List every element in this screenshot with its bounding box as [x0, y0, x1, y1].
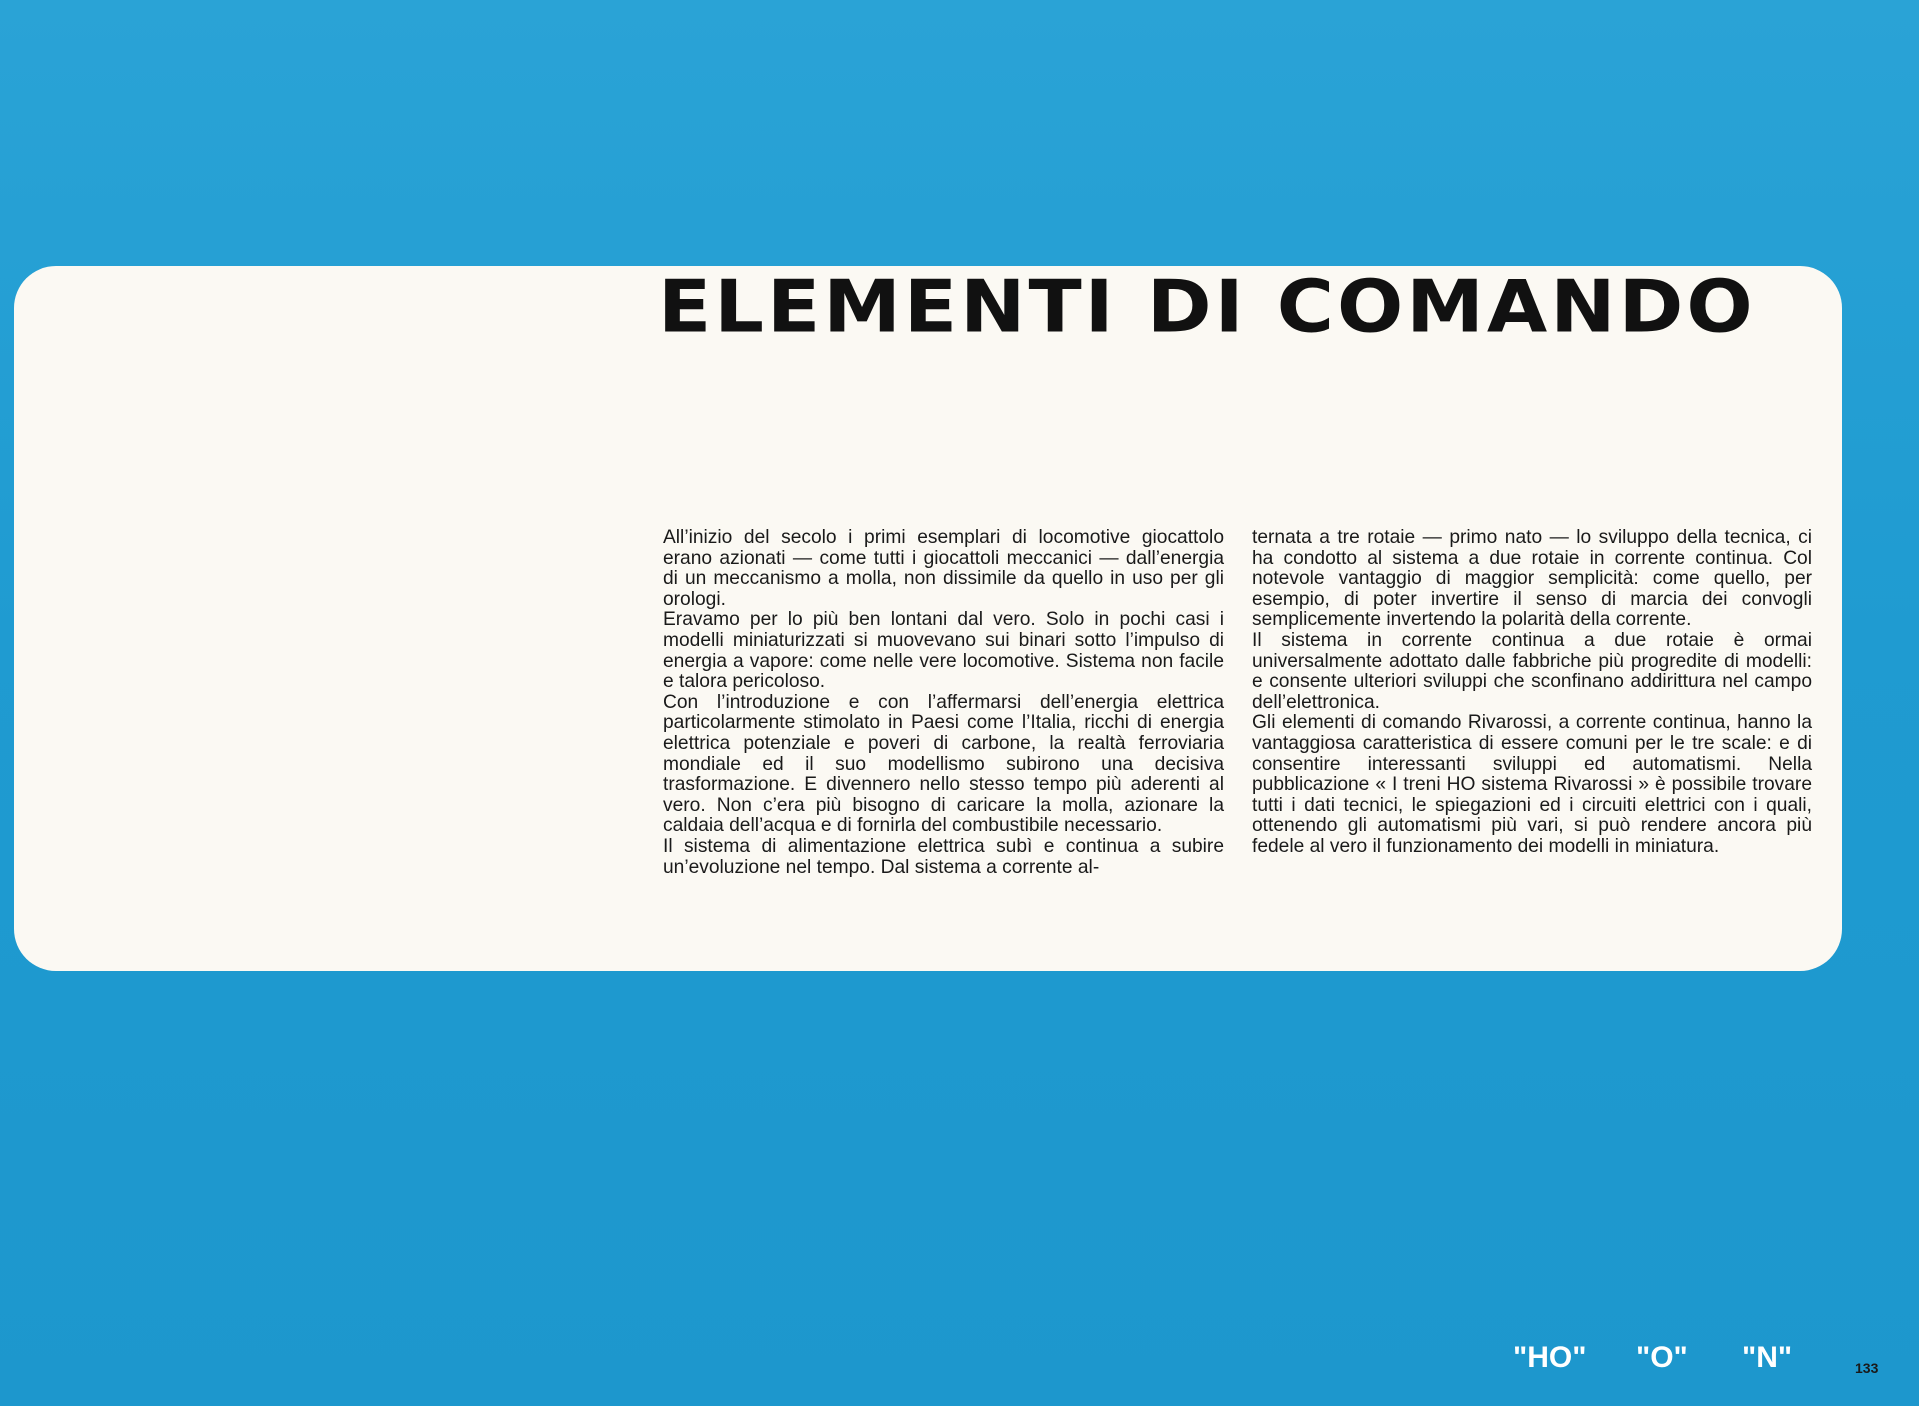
page-title: ELEMENTI DI COMANDO [658, 266, 1756, 349]
paragraph: ternata a tre rotaie — primo nato — lo sviluppo della tecnica, ci ha condotto al sistema a due rotaie in corrente continua. Col notevole vantaggio di maggior semplicità: come quello, per esempio, di poter invertire il senso di marcia dei convogli semplicemente invertendo la polarità della corrente. [1252, 527, 1812, 631]
scale-label-o: "O" [1636, 1341, 1688, 1374]
scale-label-ho: "HO" [1513, 1341, 1587, 1374]
text-column-right [1252, 528, 1812, 858]
paragraph: Gli elementi di comando Rivarossi, a corrente continua, hanno la vantaggiosa caratteristica di essere comuni per le tre scale: e di consentire interessanti sviluppi ed automatismi. Nella pubblicazione « I treni HO sistema Rivarossi » è possibile trovare tutti i dati tecnici, le spiegazioni ed i circuiti elettrici con i quali, ottenendo gli automatismi più vari, si può rendere ancora più fedele al vero il funzionamento dei modelli in miniatura. [1252, 712, 1812, 857]
paragraph: Il sistema di alimentazione elettrica subì e continua a subire un’evoluzione nel tempo. Dal sistema a corrente al- [663, 835, 1224, 878]
scale-labels [0, 1338, 1919, 1398]
paragraph: Eravamo per lo più ben lontani dal vero. Solo in pochi casi i modelli miniaturizzati si muovevano sui binari sotto l’impulso di energia a vapore: come nelle vere locomotive. Sistema non facile e talora pericoloso. [663, 609, 1224, 693]
paragraph: All’inizio del secolo i primi esemplari di locomotive giocattolo erano azionati — come tutti i giocattoli meccanici — dall’energia di un meccanismo a molla, non dissimile da quello in uso per gli orologi. [663, 527, 1224, 610]
paragraph: Il sistema in corrente continua a due rotaie è ormai universalmente adottato dalle fabbriche più progredite di modelli: e consente ulteriori sviluppi che sconfinano addirittura nel campo dell’elettronica. [1252, 629, 1812, 713]
page-number: 133 [1855, 1360, 1879, 1376]
text-column-left [663, 528, 1224, 878]
paragraph: Con l’introduzione e con l’affermarsi dell’energia elettrica particolarmente stimolato in Paesi come l’Italia, ricchi di energia elettrica potenziale e poveri di carbone, la realtà ferroviaria mondiale ed il suo modellismo subirono una decisiva trasformazione. E divennero nello stesso tempo più aderenti al vero. Non c’era più bisogno di caricare la molla, azionare la caldaia dell’acqua e di fornirla del combustibile necessario. [663, 691, 1224, 837]
scale-label-n: "N" [1742, 1341, 1793, 1374]
